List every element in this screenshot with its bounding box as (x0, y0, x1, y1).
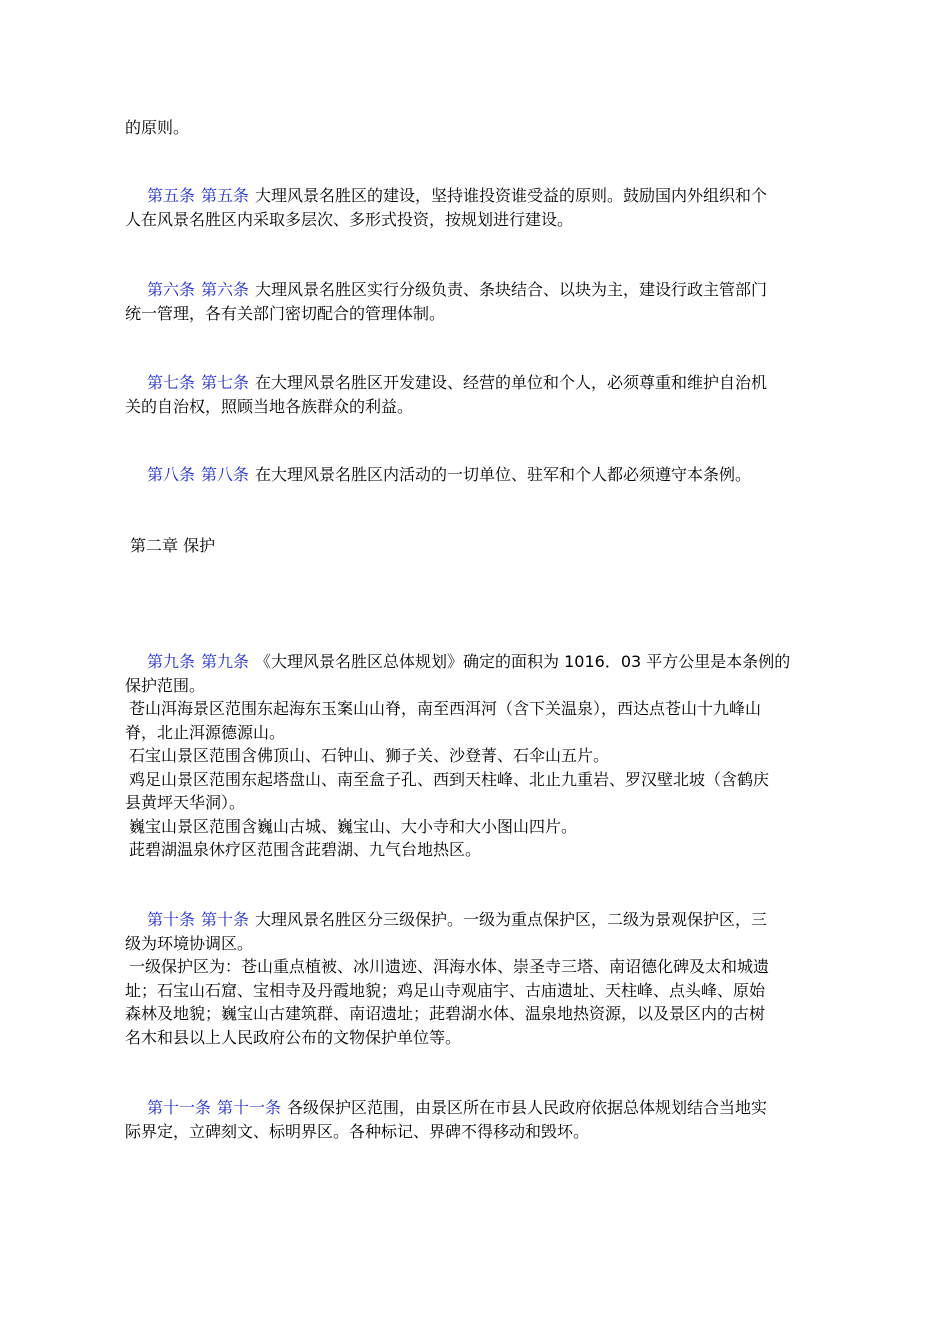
article-5-text-1: 大理风景名胜区的建设，坚持谁投资谁受益的原则。鼓励国内外组织和个 (255, 186, 768, 205)
article-10-sub-line-4: 名木和县以上人民政府公布的文物保护单位等。 (125, 1027, 462, 1047)
article-9-line-2: 保护范围。 (125, 675, 206, 695)
article-6-line-1 (125, 278, 835, 302)
article-11-line-2: 际界定，立碑刻文、标明界区。各种标记、界碑不得移动和毁坏。 (125, 1121, 590, 1141)
article-6-text-1: 大理风景名胜区实行分级负责、条块结合、以块为主，建设行政主管部门 (255, 280, 768, 299)
article-6-line-2: 统一管理，各有关部门密切配合的管理体制。 (125, 303, 446, 323)
article-5-number-a: 第五条 (147, 186, 196, 205)
article-10-text-1: 大理风景名胜区分三级保护。一级为重点保护区，二级为景观保护区，三 (255, 910, 768, 929)
article-11-number-b: 第十一条 (217, 1098, 282, 1117)
article-6-number-b: 第六条 (201, 280, 250, 299)
article-10-number-a: 第十条 (147, 910, 196, 929)
article-6-number-a: 第六条 (147, 280, 196, 299)
article-9-number-b: 第九条 (201, 652, 250, 671)
article-9-sub-line-6: 巍宝山景区范围含巍山古城、巍宝山、大小寺和大小图山四片。 (129, 816, 578, 836)
article-10-sub-line-3: 森林及地貌；巍宝山古建筑群、南诏遗址；茈碧湖水体、温泉地热资源，以及景区内的古树 (125, 1004, 766, 1023)
article-7 (125, 371, 835, 418)
article-7-number-a: 第七条 (147, 373, 196, 392)
article-8-number-b: 第八条 (201, 465, 250, 484)
article-5 (125, 184, 835, 231)
article-10-line-2: 级为环境协调区。 (125, 933, 254, 953)
article-5-number-b: 第五条 (201, 186, 250, 205)
chapter-heading: 第二章 保护 (130, 536, 216, 555)
article-10-line-1 (125, 908, 835, 932)
article-8-text-1: 在大理风景名胜区内活动的一切单位、驻军和个人都必须遵守本条例。 (255, 465, 752, 484)
article-5-line-2: 人在风景名胜区内采取多层次、多形式投资，按规划进行建设。 (125, 209, 574, 229)
article-8 (125, 463, 835, 487)
carry-over-line: 的原则。 (125, 118, 190, 137)
article-9-line-1 (125, 650, 835, 674)
article-6 (125, 278, 835, 325)
article-8-line-1 (125, 463, 835, 487)
article-9-sub-line-7: 茈碧湖温泉休疗区范围含茈碧湖、九气台地热区。 (129, 840, 482, 859)
article-11-text-1: 各级保护区范围，由景区所在市县人民政府依据总体规划结合当地实 (287, 1098, 768, 1117)
article-10 (125, 908, 835, 1049)
article-7-line-2: 关的自治权，照顾当地各族群众的利益。 (125, 396, 414, 416)
article-5-line-1 (125, 184, 835, 208)
article-9-sub-line-3: 石宝山景区范围含佛顶山、石钟山、狮子关、沙登菁、石伞山五片。 (129, 746, 610, 765)
article-9-sub-line-4: 鸡足山景区范围东起塔盘山、南至盒子孔、西到天柱峰、北止九重岩、罗汉壁北坡（含鹤庆 (129, 769, 770, 789)
article-11-line-1 (125, 1096, 835, 1120)
article-11-number-a: 第十一条 (147, 1098, 212, 1117)
article-10-sub-line-1: 一级保护区为：苍山重点植被、冰川遗迹、洱海水体、崇圣寺三塔、南诏德化碑及太和城遗 (129, 957, 770, 976)
carry-over-text (125, 116, 835, 140)
article-7-text-1: 在大理风景名胜区开发建设、经营的单位和个人，必须尊重和维护自治机 (255, 373, 768, 392)
article-9-text-1: 《大理风景名胜区总体规划》确定的面积为 1016．03 平方公里是本条例的 (255, 652, 791, 671)
article-10-number-b: 第十条 (201, 910, 250, 929)
article-10-sub-line-2: 址；石宝山石窟、宝相寺及丹霞地貌；鸡足山寺观庙宇、古庙遗址、天柱峰、点头峰、原始 (125, 980, 766, 1000)
article-7-number-b: 第七条 (201, 373, 250, 392)
article-9-sub-line-5: 县黄坪天华洞）。 (125, 793, 246, 812)
article-8-number-a: 第八条 (147, 465, 196, 484)
article-7-line-1 (125, 371, 835, 395)
article-9-number-a: 第九条 (147, 652, 196, 671)
article-9-sub-line-2: 脊，北止洱源德源山。 (125, 722, 286, 742)
article-11 (125, 1096, 835, 1143)
article-9 (125, 650, 835, 862)
article-9-sub-line-1: 苍山洱海景区范围东起海东玉案山山脊，南至西洱河（含下关温泉），西达点苍山十九峰山 (129, 699, 762, 718)
